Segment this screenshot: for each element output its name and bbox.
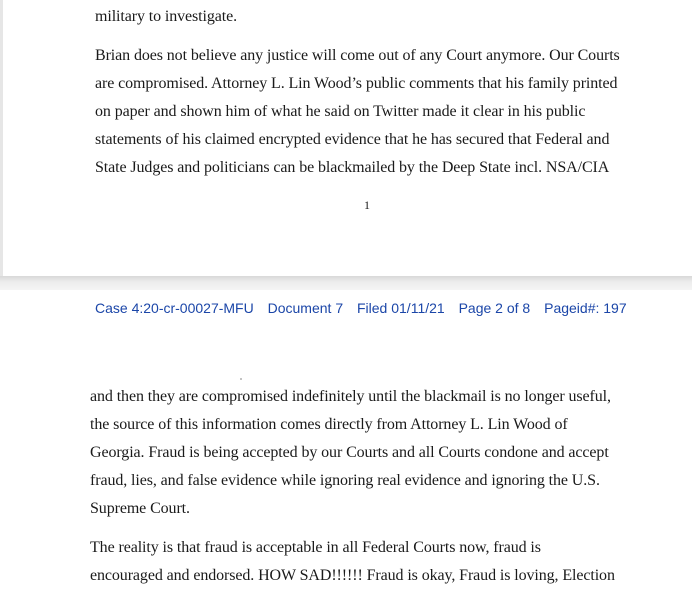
page-of: Page 2 of 8 <box>458 300 531 316</box>
document-page-2 <box>0 290 692 592</box>
text-line: The reality is that fraud is acceptable in all Federal Courts now, fraud is <box>90 539 541 556</box>
text-line: and then they are compromised indefinitely until the blackmail is no longer useful, <box>90 388 611 405</box>
text-line: statements of his claimed encrypted evidence that he has secured that Federal and <box>95 131 610 148</box>
text-line: the source of this information comes directly from Attorney L. Lin Wood of <box>90 416 568 433</box>
text-line: Supreme Court. <box>90 500 190 517</box>
document-number: Document 7 <box>267 300 344 316</box>
text-line: Georgia. Fraud is being accepted by our Courts and all Courts condone and accept <box>90 444 609 461</box>
page-id: Pageid#: 197 <box>544 300 627 316</box>
page-number: 1 <box>364 198 370 212</box>
text-line: State Judges and politicians can be blackmailed by the Deep State incl. NSA/CIA <box>95 159 610 176</box>
text-line: are compromised. Attorney L. Lin Wood’s public comments that his family printed <box>95 75 618 92</box>
text-line: Brian does not believe any justice will come out of any Court anymore. Our Courts <box>95 47 620 64</box>
text-line: military to investigate. <box>95 8 238 25</box>
text-line: encouraged and endorsed. HOW SAD!!!!!! Fraud is okay, Fraud is loving, Election <box>90 567 615 584</box>
scan-speck <box>240 378 242 380</box>
text-line: on paper and shown him of what he said on Twitter made it clear in his public <box>95 103 586 120</box>
page-separator <box>0 276 692 290</box>
case-number: Case 4:20-cr-00027-MFU <box>95 300 254 316</box>
document-page-1 <box>0 0 692 276</box>
case-header <box>95 300 637 316</box>
filed-date: Filed 01/11/21 <box>357 300 445 316</box>
text-line: fraud, lies, and false evidence while ignoring real evidence and ignoring the U.S. <box>90 472 600 489</box>
